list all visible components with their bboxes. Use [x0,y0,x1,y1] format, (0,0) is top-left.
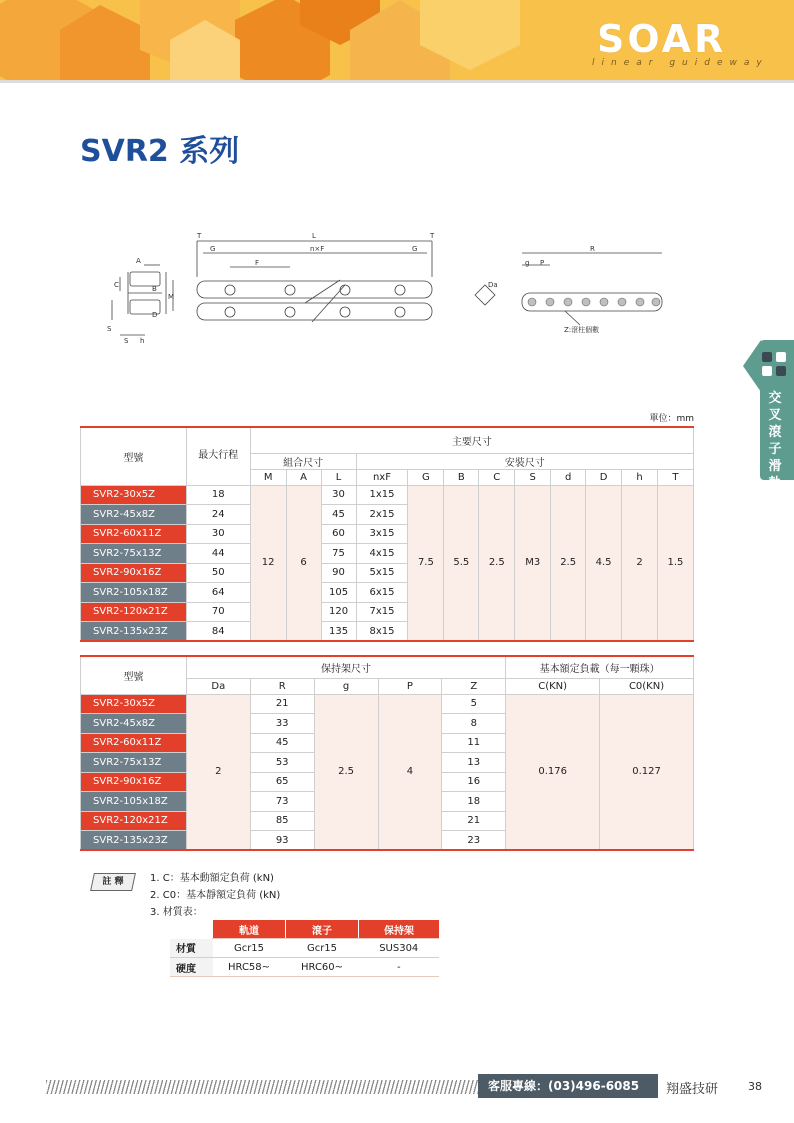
col-header-Da: Da [186,678,250,694]
dim-nxF: n×F [310,245,325,253]
nxF-cell: 2x15 [356,505,408,525]
install-dims-header: 安裝尺寸 [356,453,694,469]
dim-G-right: G [412,245,418,253]
col-header-R: R [250,678,314,694]
col-header-P: P [378,678,442,694]
material-roller: Gcr15 [286,939,359,958]
footer-brand: 翔盛技研 [666,1082,719,1097]
combo-dims-header: 組合尺寸 [250,453,356,469]
col-model-header-2: 型號 [81,656,187,694]
col-header-S: S [515,469,551,485]
table-row [81,694,694,714]
unit-label: 單位：mm [649,414,694,424]
side-tab-label: 交叉滾子滑軌 [768,391,782,491]
col-header-M: M [250,469,286,485]
Z-cell: 18 [442,792,506,812]
R-cell: 85 [250,811,314,831]
stroke-cell: 44 [186,544,250,564]
dim-R: R [590,245,595,253]
dim-A: A [136,257,141,265]
col-stroke-header: 最大行程 [186,427,250,485]
header-banner [0,0,794,80]
Z-cell: 16 [442,772,506,792]
model-cell: SVR2-135x23Z [81,831,187,851]
L-cell: 45 [321,505,356,525]
col-model-header: 型號 [81,427,187,485]
dim-C: C [114,281,119,289]
L-cell: 120 [321,602,356,622]
model-cell: SVR2-30x5Z [81,485,187,505]
col-header-C: C [479,469,515,485]
material-row-label: 材質 [170,939,213,958]
R-cell: 21 [250,694,314,714]
L-cell: 30 [321,485,356,505]
col-header-D: D [586,469,622,485]
nxF-cell: 1x15 [356,485,408,505]
col-header-CKN: C(KN) [506,678,600,694]
C-cell: 0.176 [506,694,600,850]
R-cell: 93 [250,831,314,851]
model-cell: SVR2-120x21Z [81,811,187,831]
stroke-cell: 84 [186,622,250,642]
S-cell: M3 [515,485,551,641]
material-cage: SUS304 [359,939,440,958]
stroke-cell: 70 [186,602,250,622]
Z-cell: 13 [442,753,506,773]
dim-S: S [107,325,112,333]
A-cell: 6 [286,485,321,641]
stroke-cell: 50 [186,563,250,583]
technical-drawing [100,225,680,385]
model-cell: SVR2-60x11Z [81,524,187,544]
cage-load-table [80,655,694,851]
main-dims-header: 主要尺寸 [250,427,693,453]
cage-dims-header: 保持架尺寸 [186,656,505,678]
M-cell: 12 [250,485,286,641]
model-cell: SVR2-90x16Z [81,772,187,792]
col-header-d: d [551,469,586,485]
dim-Da: Da [488,281,498,289]
model-cell: SVR2-45x8Z [81,714,187,734]
col-header-T: T [657,469,693,485]
page-number: 38 [748,1080,762,1093]
T-cell: 1.5 [657,485,693,641]
Z-cell: 8 [442,714,506,734]
material-rail: Gcr15 [213,939,286,958]
nxF-cell: 4x15 [356,544,408,564]
dimension-table [80,426,694,642]
material-h-rail: 軌道 [213,920,286,939]
material-table [170,920,439,977]
col-header-g: g [314,678,378,694]
col-header-A: A [286,469,321,485]
C0-cell: 0.127 [600,694,694,850]
hardness-row-label: 硬度 [170,958,213,977]
dim-h: h [140,337,145,345]
L-cell: 105 [321,583,356,603]
dim-D: D [152,311,158,319]
model-cell: SVR2-60x11Z [81,733,187,753]
L-cell: 75 [321,544,356,564]
notes-list [150,870,280,921]
L-cell: 60 [321,524,356,544]
nxF-cell: 3x15 [356,524,408,544]
dim-T-right: T [430,232,435,240]
col-header-B: B [444,469,479,485]
dim-T-left: T [197,232,202,240]
note-1: 1. C：基本動額定負荷 (kN) [150,873,274,884]
dim-B: B [152,285,157,293]
table-row [81,485,694,505]
page-title: SVR2 系列 [80,134,240,169]
col-header-h: h [622,469,658,485]
Z-cell: 5 [442,694,506,714]
col-header-nxF: nxF [356,469,408,485]
model-cell: SVR2-30x5Z [81,694,187,714]
h-cell: 2 [622,485,658,641]
brand-tagline: linear guideway [592,58,769,68]
Z-cell: 11 [442,733,506,753]
stroke-cell: 30 [186,524,250,544]
stroke-cell: 18 [186,485,250,505]
col-header-L: L [321,469,356,485]
P-cell: 4 [378,694,442,850]
stroke-cell: 24 [186,505,250,525]
nxF-cell: 6x15 [356,583,408,603]
col-header-G: G [408,469,444,485]
model-cell: SVR2-105x18Z [81,792,187,812]
dim-P: P [540,259,545,267]
notes-badge: 註 釋 [90,873,136,891]
Z-cell: 23 [442,831,506,851]
G-cell: 7.5 [408,485,444,641]
Z-cell: 21 [442,811,506,831]
R-cell: 73 [250,792,314,812]
B-cell: 5.5 [444,485,479,641]
R-cell: 65 [250,772,314,792]
service-hotline: 客服專線：(03)496-6085 [478,1074,658,1098]
L-cell: 90 [321,563,356,583]
R-cell: 53 [250,753,314,773]
load-rating-header: 基本額定負載（每一顆珠） [506,656,694,678]
nxF-cell: 8x15 [356,622,408,642]
Da-cell: 2 [186,694,250,850]
material-h-cage: 保持架 [359,920,440,939]
col-header-C0KN: C0(KN) [600,678,694,694]
nxF-cell: 7x15 [356,602,408,622]
col-header-Z: Z [442,678,506,694]
cross-roller-icon [758,348,790,380]
hardness-cage: - [359,958,440,977]
D-cell: 4.5 [586,485,622,641]
footer-divider [46,1080,478,1094]
hardness-roller: HRC60~ [286,958,359,977]
brand-logo: SOAR [597,17,727,61]
dim-g: g [525,259,530,267]
dim-G-left: G [210,245,216,253]
model-cell: SVR2-45x8Z [81,505,187,525]
model-cell: SVR2-75x13Z [81,544,187,564]
material-corner [170,920,213,939]
dim-Z-note: Z:滾柱個數 [564,326,600,334]
header-divider [0,80,794,83]
material-h-roller: 滾子 [286,920,359,939]
dim-S2: S [124,337,129,345]
g-cell: 2.5 [314,694,378,850]
note-3: 3. 材質表： [150,907,203,918]
R-cell: 45 [250,733,314,753]
model-cell: SVR2-105x18Z [81,583,187,603]
C-cell: 2.5 [479,485,515,641]
dim-L: L [312,232,316,240]
L-cell: 135 [321,622,356,642]
dim-F: F [255,259,260,267]
stroke-cell: 64 [186,583,250,603]
dim-M: M [168,293,175,301]
nxF-cell: 5x15 [356,563,408,583]
model-cell: SVR2-135x23Z [81,622,187,642]
hardness-rail: HRC58~ [213,958,286,977]
d-cell: 2.5 [551,485,586,641]
model-cell: SVR2-120x21Z [81,602,187,622]
model-cell: SVR2-90x16Z [81,563,187,583]
note-2: 2. C0：基本靜額定負荷 (kN) [150,890,281,901]
model-cell: SVR2-75x13Z [81,753,187,773]
R-cell: 33 [250,714,314,734]
